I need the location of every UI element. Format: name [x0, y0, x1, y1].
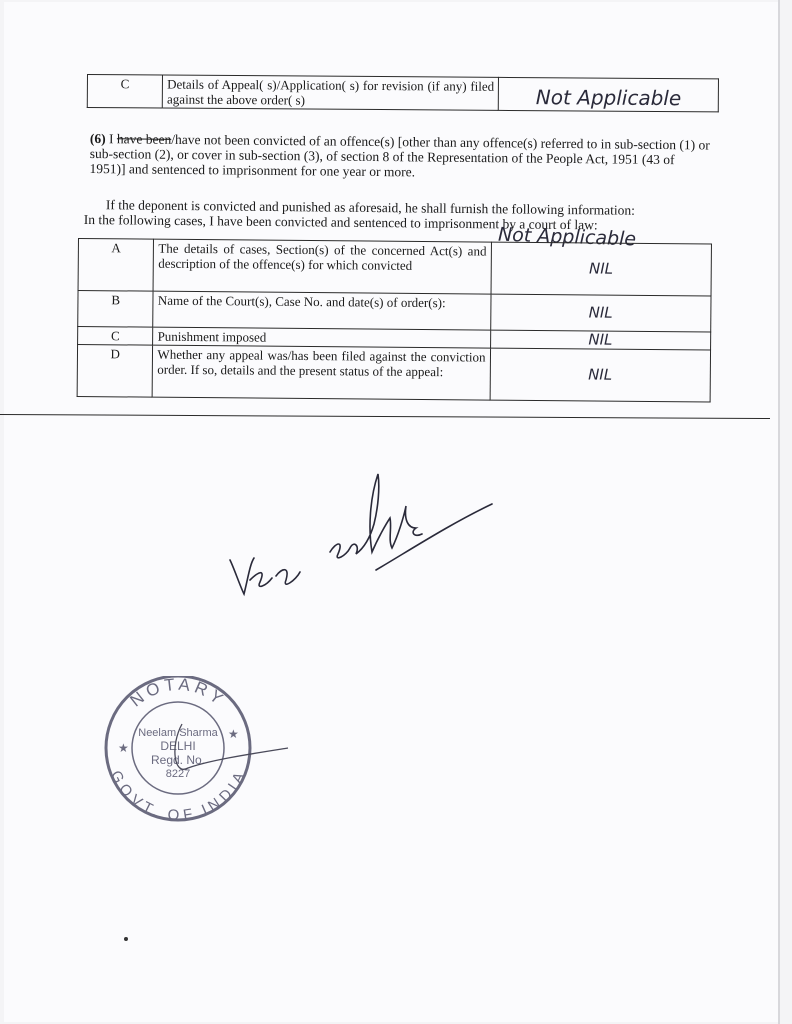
- clause-6: [90, 131, 710, 182]
- stamp-number: 8227: [165, 768, 191, 780]
- signature-image: [220, 468, 500, 608]
- notary-stamp: [100, 676, 300, 836]
- svg-text:★: ★: [228, 727, 239, 741]
- handwritten-answer: Not Applicable: [499, 77, 719, 112]
- appeal-table: [87, 74, 719, 112]
- handwritten-answer: NIL: [490, 330, 711, 350]
- handwritten-answer: NIL: [490, 294, 711, 332]
- row-description: Punishment imposed: [153, 327, 490, 348]
- handwritten-not-applicable: Not Applicable: [497, 223, 637, 251]
- clause-number: (6): [89, 131, 106, 147]
- table-row: [87, 75, 718, 112]
- row-letter: C: [78, 327, 154, 346]
- row-letter: C: [87, 75, 162, 109]
- clause-text: /have not been convicted of an offence(s) [other than any offence(s) referred to in sub-section (1) or sub-section (2), or cover in sub-section (3), of section 8 of the Representation of the People Act, 1951 (43 of 1951)] and sentenced to imprisonment for one year or more.: [89, 131, 710, 180]
- svg-text:NOTARY: [127, 676, 230, 711]
- table-row: [77, 345, 710, 403]
- svg-text:★: ★: [118, 741, 129, 755]
- deponent-line-1: If the deponent is convicted and punished as aforesaid, he shall furnish the following information:: [105, 197, 635, 218]
- stamp-bottom-text: GOVT. OF INDIA: [106, 767, 250, 825]
- handwritten-answer: NIL: [491, 242, 712, 296]
- row-description: The details of cases, Section(s) of the concerned Act(s) and description of the offence(s) for which convicted: [154, 239, 492, 294]
- struck-text: have been: [116, 131, 172, 147]
- stamp-top-text: NOTARY: [126, 676, 230, 711]
- ink-dot: [124, 937, 128, 941]
- stamp-city: DELHI: [160, 739, 196, 753]
- stamp-regd: Regd. No.: [150, 753, 206, 767]
- table-row: [78, 291, 711, 333]
- table-row: [78, 239, 711, 297]
- stamp-name: Neelam Sharma: [138, 727, 218, 739]
- row-description: Name of the Court(s), Case No. and date(s) of order(s):: [153, 291, 490, 330]
- row-letter: A: [78, 239, 154, 292]
- deponent-line-2: In the following cases, I have been convicted and sentenced to imprisonment by a court of law:: [83, 211, 598, 233]
- page-edge: [778, 0, 780, 1024]
- row-letter: B: [78, 291, 154, 328]
- row-description: Details of Appeal( s)/Application( s) for revision (if any) filed against the above order( s): [162, 75, 498, 110]
- clause-lead: I: [108, 131, 114, 147]
- row-letter: D: [77, 345, 153, 398]
- handwritten-answer: NIL: [490, 348, 711, 402]
- row-description: Whether any appeal was/has been filed against the conviction order. If so, details and the present status of the appeal:: [153, 345, 491, 400]
- conviction-table: [77, 238, 712, 403]
